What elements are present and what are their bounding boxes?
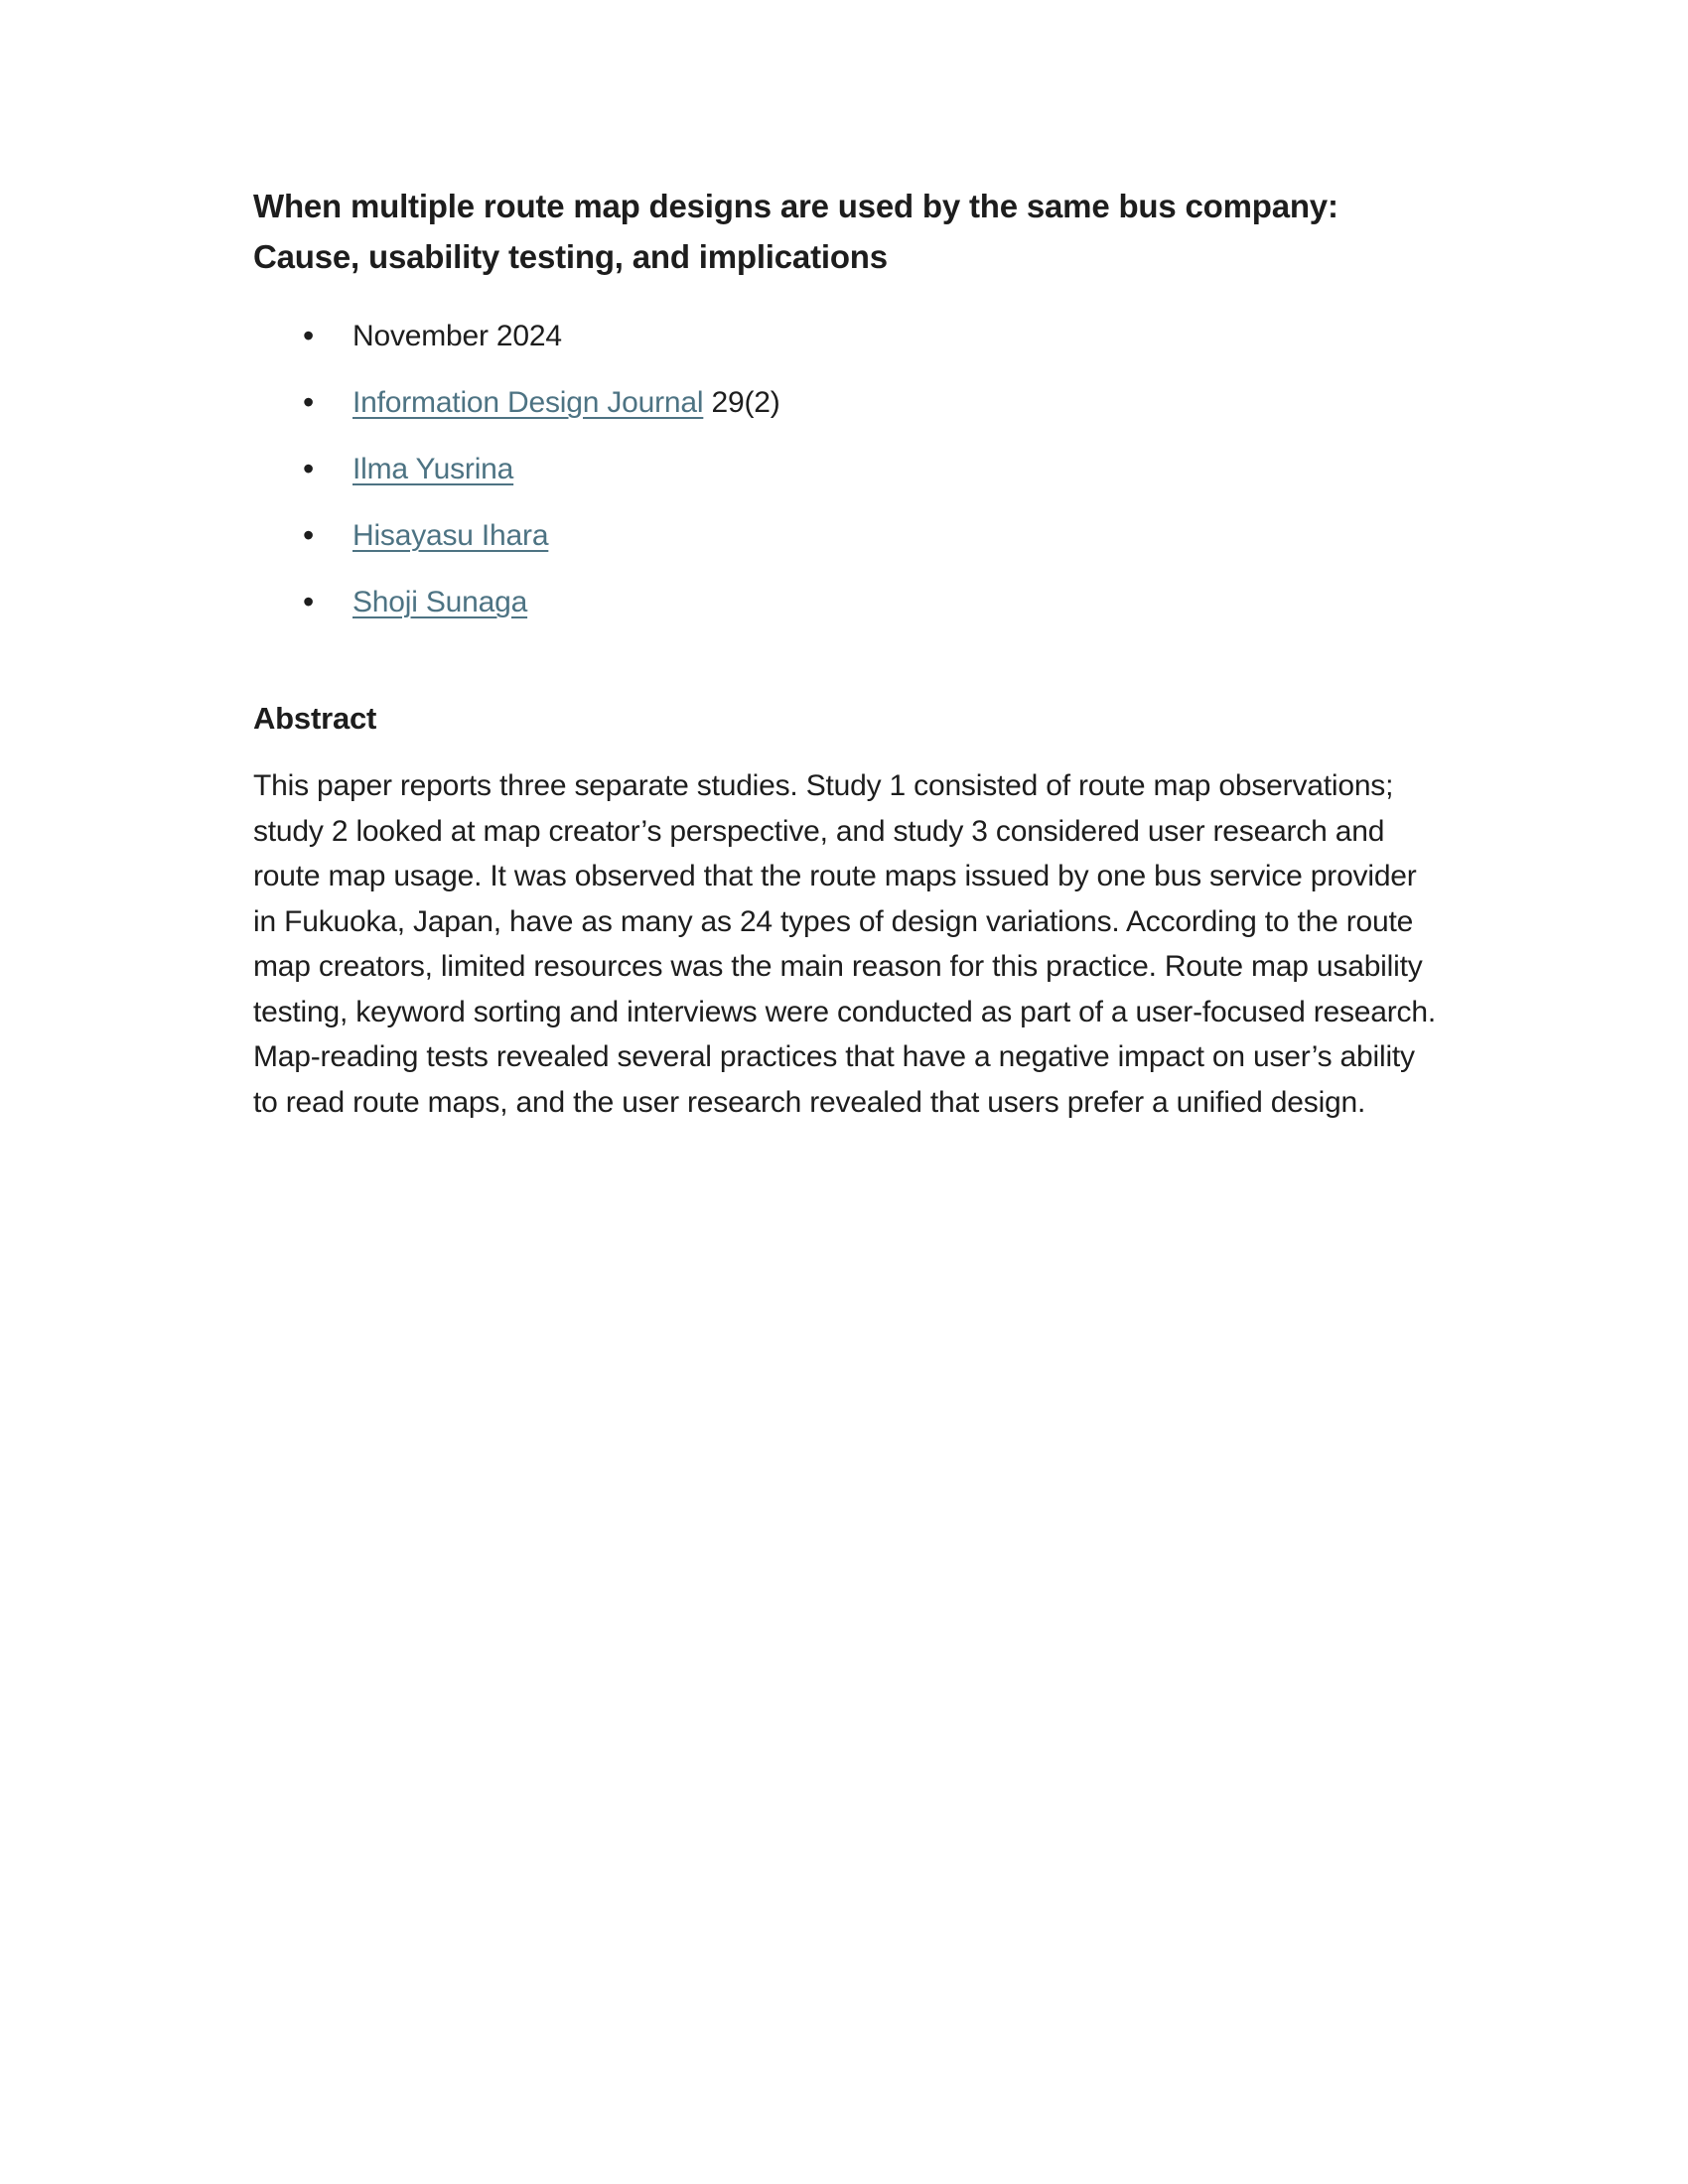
author-link-3[interactable]: Shoji Sunaga bbox=[352, 586, 528, 618]
journal-issue-number: 29(2) bbox=[711, 386, 780, 419]
abstract-heading: Abstract bbox=[253, 701, 377, 736]
meta-item-author bbox=[253, 580, 1440, 624]
meta-item-date bbox=[253, 314, 1440, 358]
meta-item-author bbox=[253, 447, 1440, 491]
paper-title: When multiple route map designs are used by the same bus company: Cause, usability testing, and implications bbox=[253, 188, 1338, 275]
journal-link[interactable]: Information Design Journal bbox=[352, 386, 704, 419]
author-link-2[interactable]: Hisayasu Ihara bbox=[352, 519, 549, 552]
publication-date: November 2024 bbox=[352, 320, 562, 352]
abstract-text: This paper reports three separate studies. Study 1 consisted of route map observations; study 2 looked at map creator’s perspective, and study 3 considered user research and route map usage. It was observed that the route maps issued by one bus service provider in Fukuoka, Japan, have as many as 24 types of design variations. According to the route map creators, limited resources was the main reason for this practice. Route map usability testing, keyword sorting and interviews were conducted as part of a user-focused research. Map-reading tests revealed several practices that have a negative impact on user’s ability to read route maps, and the user research revealed that users prefer a unified design. bbox=[253, 769, 1436, 1119]
author-link-1[interactable]: Ilma Yusrina bbox=[352, 453, 514, 485]
paper-metadata-list bbox=[253, 314, 1440, 624]
meta-item-author bbox=[253, 513, 1440, 558]
meta-item-journal bbox=[253, 380, 1440, 425]
